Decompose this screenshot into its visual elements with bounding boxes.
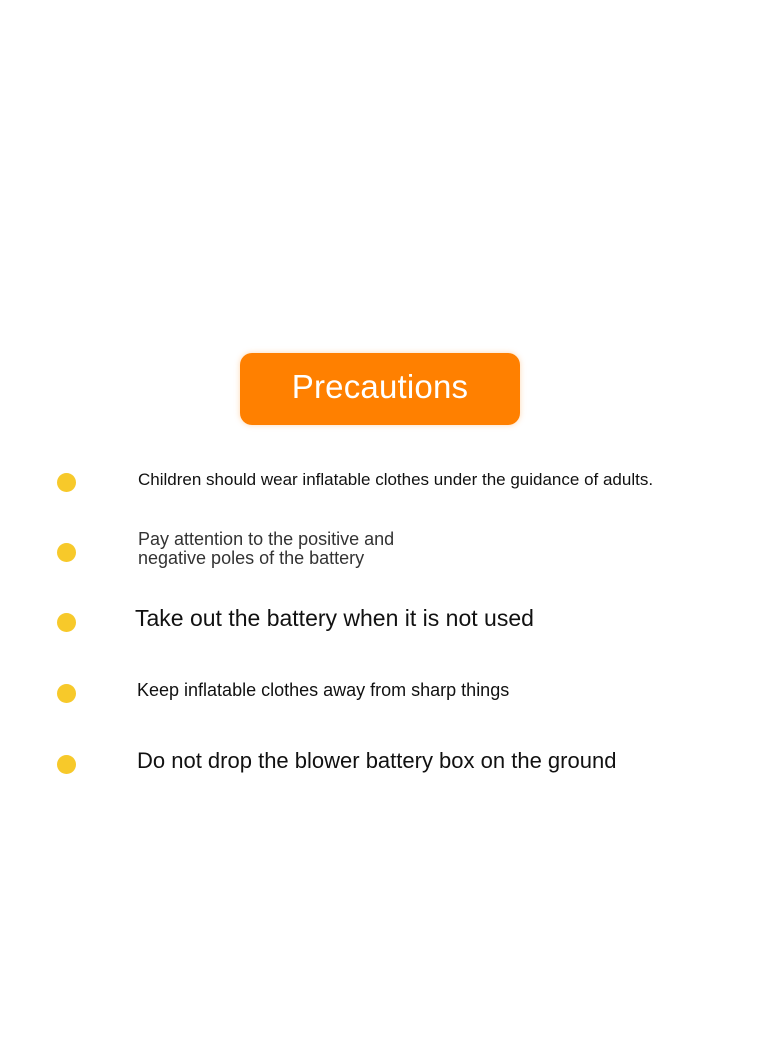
list-item-text: Keep inflatable clothes away from sharp things	[137, 680, 510, 700]
bullet-dot-icon	[57, 613, 76, 632]
list-item-text: Do not drop the blower battery box on the ground	[137, 748, 617, 773]
precautions-title-badge	[240, 353, 520, 425]
bullet-dot-icon	[57, 543, 76, 562]
list-item-text: Take out the battery when it is not used	[135, 605, 534, 631]
list-item-text: Pay attention to the positive and negative poles of the battery	[138, 529, 395, 569]
list-item-text: Children should wear inflatable clothes under the guidance of adults.	[138, 470, 654, 489]
page-title: Precautions	[291, 368, 469, 405]
bullet-dot-icon	[57, 473, 76, 492]
bullet-dot-icon	[57, 755, 76, 774]
bullet-dot-icon	[57, 684, 76, 703]
